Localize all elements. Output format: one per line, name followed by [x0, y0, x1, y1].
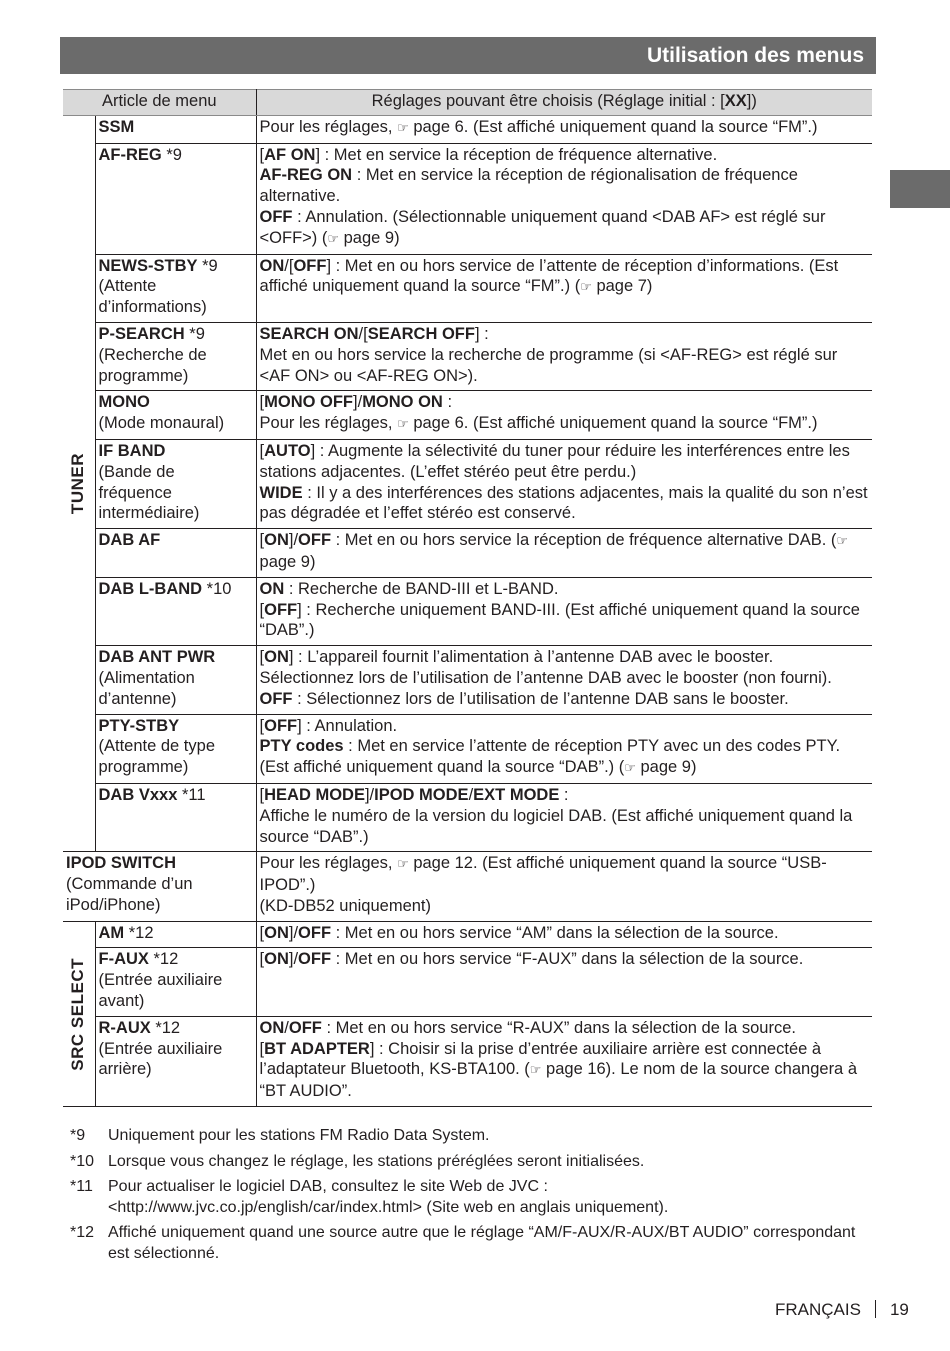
- pointing-hand-icon: ☞: [327, 230, 340, 246]
- table-row: [63, 143, 872, 254]
- setting-af-reg: [AF ON] : Met en service la réception de fréquence alternative. AF-REG ON : Met en service la réception de régionalisation de fréquence alternative. OFF : Annulation. (Sélectionnable uniquement quand <DAB AF> est réglé sur <OFF>) (☞ page 9): [256, 143, 872, 254]
- menu-item-mono: MONO (Mode monaural): [95, 391, 256, 440]
- page-footer: [775, 1300, 909, 1321]
- pointing-hand-icon: ☞: [580, 279, 592, 295]
- setting-dab-ant-pwr: [ON] : L’appareil fournit l’alimentation à l’antenne DAB avec le booster. Sélectionnez lors de l’utilisation de l’antenne DAB avec le booster (non fourni). OFF : Sélectionnez lors de l’utilisation de l’antenne DAB sans le booster.: [256, 646, 872, 714]
- footer-divider: [875, 1300, 876, 1318]
- footnote-12: *12 Affiché uniquement quand une source autre que le réglage “AM/F-AUX/R-AUX/BT AUDIO” correspondant est sélectionné.: [70, 1224, 856, 1262]
- group-tuner: [63, 115, 95, 852]
- table-row: [63, 322, 872, 390]
- menu-item-if-band: IF BAND (Bande de fréquence intermédiaire): [95, 439, 256, 528]
- menu-item-r-aux: R-AUX *12 (Entrée auxiliaire arrière): [95, 1016, 256, 1106]
- table-row: [63, 646, 872, 714]
- group-label-tuner: TUNER: [67, 453, 87, 515]
- group-label-src-select: SRC SELECT: [67, 957, 87, 1071]
- table-row: [63, 948, 872, 1016]
- setting-ssm: Pour les réglages, ☞ page 6. (Est affiché uniquement quand la source “FM”.): [256, 115, 872, 143]
- menu-item-ipod-switch: IPOD SWITCH (Commande d’un iPod/iPhone): [63, 852, 256, 921]
- table-row: [63, 783, 872, 851]
- table-row: [63, 254, 872, 322]
- side-tab-marker: [890, 170, 950, 208]
- footer-language: FRANÇAIS: [775, 1300, 861, 1319]
- setting-dab-vxxx: [HEAD MODE]/IPOD MODE/EXT MODE : Affiche le numéro de la version du logiciel DAB. (Est affiché uniquement quand la source “DAB”.): [256, 783, 872, 851]
- page-title: Utilisation des menus: [646, 44, 864, 67]
- footnotes: [70, 1126, 860, 1269]
- table-row: [63, 714, 872, 783]
- setting-ipod-switch: Pour les réglages, ☞ page 12. (Est affiché uniquement quand la source “USB-IPOD”.) (KD-DB52 uniquement): [256, 852, 872, 921]
- group-src-select: [63, 921, 95, 1106]
- menu-item-af-reg: AF-REG *9: [95, 143, 256, 254]
- pointing-hand-icon: ☞: [397, 119, 409, 135]
- menu-item-dab-l-band: DAB L-BAND *10: [95, 577, 256, 645]
- pointing-hand-icon: ☞: [836, 533, 849, 549]
- setting-p-search: SEARCH ON/[SEARCH OFF] : Met en ou hors service la recherche de programme (si <AF-REG> est réglé sur <AF ON> ou <AF-REG ON>).: [256, 322, 872, 390]
- pointing-hand-icon: ☞: [529, 1062, 542, 1078]
- setting-r-aux: ON/OFF : Met en ou hors service “R-AUX” dans la sélection de la source. [BT ADAPTER] : Choisir si la prise d’entrée auxiliaire arrière est connectée à l’adaptateur Bluetooth, KS-BTA100. (☞ page 16). Le nom de la source changera à “BT AUDIO”.: [256, 1016, 872, 1106]
- table-row: [63, 529, 872, 578]
- table-row: [63, 577, 872, 645]
- menu-item-pty-stby: PTY-STBY (Attente de type programme): [95, 714, 256, 783]
- pointing-hand-icon: ☞: [397, 856, 409, 872]
- footnote-10: *10 Lorsque vous changez le réglage, les stations préréglées seront initialisées.: [70, 1152, 645, 1170]
- setting-f-aux: [ON]/OFF : Met en ou hors service “F-AUX” dans la sélection de la source.: [256, 948, 872, 1016]
- menu-settings-table: [63, 89, 872, 1107]
- menu-item-dab-af: DAB AF: [95, 529, 256, 578]
- menu-item-dab-ant-pwr: DAB ANT PWR (Alimentation d’antenne): [95, 646, 256, 714]
- table-row: [63, 852, 872, 921]
- table-row: [63, 391, 872, 440]
- column-header-settings: Réglages pouvant être choisis (Réglage initial : [XX]): [256, 90, 872, 116]
- setting-if-band: [AUTO] : Augmente la sélectivité du tuner pour réduire les interférences entre les stations adjacentes. (L’effet stéréo peut être perdu.) WIDE : Il y a des interférences des stations adjacentes, mais la qualité du son n’est pas dégradée et l’effet stéréo est conservé.: [256, 439, 872, 528]
- table-row: [63, 439, 872, 528]
- page-number: 19: [889, 1300, 909, 1319]
- table-header-row: [63, 90, 872, 116]
- footnote-9: *9 Uniquement pour les stations FM Radio Data System.: [70, 1127, 490, 1144]
- setting-mono: [MONO OFF]/MONO ON : Pour les réglages, ☞ page 6. (Est affiché uniquement quand la source “FM”.): [256, 391, 872, 440]
- pointing-hand-icon: ☞: [624, 760, 636, 776]
- column-header-item: Article de menu: [63, 90, 256, 116]
- table-row: [63, 921, 872, 948]
- setting-pty-stby: [OFF] : Annulation. PTY codes : Met en service l’attente de réception PTY avec un des codes PTY. (Est affiché uniquement quand la source “DAB”.) (☞ page 9): [256, 714, 872, 783]
- menu-item-news-stby: NEWS-STBY *9 (Attente d’informations): [95, 254, 256, 322]
- menu-item-p-search: P-SEARCH *9 (Recherche de programme): [95, 322, 256, 390]
- pointing-hand-icon: ☞: [397, 416, 409, 432]
- setting-news-stby: ON/[OFF] : Met en ou hors service de l’attente de réception d’informations. (Est affiché uniquement quand la source “FM”.) (☞ page 7): [256, 254, 872, 322]
- menu-item-dab-vxxx: DAB Vxxx *11: [95, 783, 256, 851]
- setting-dab-l-band: ON : Recherche de BAND-III et L-BAND. [OFF] : Recherche uniquement BAND-III. (Est affiché uniquement quand la source “DAB”.): [256, 577, 872, 645]
- table-row: [63, 1016, 872, 1106]
- table-row: [63, 115, 872, 143]
- setting-am: [ON]/OFF : Met en ou hors service “AM” dans la sélection de la source.: [256, 921, 872, 948]
- section-header: [60, 37, 876, 74]
- footnote-11: *11 Pour actualiser le logiciel DAB, consultez le site Web de JVC : <http://www.jvc.co.jp/english/car/index.html> (Site web en anglais uniquement).: [70, 1178, 669, 1216]
- setting-dab-af: [ON]/OFF : Met en ou hors service la réception de fréquence alternative DAB. (☞ page 9): [256, 529, 872, 578]
- menu-item-am: AM *12: [95, 921, 256, 948]
- menu-item-ssm: SSM: [95, 115, 256, 143]
- menu-item-f-aux: F-AUX *12 (Entrée auxiliaire avant): [95, 948, 256, 1016]
